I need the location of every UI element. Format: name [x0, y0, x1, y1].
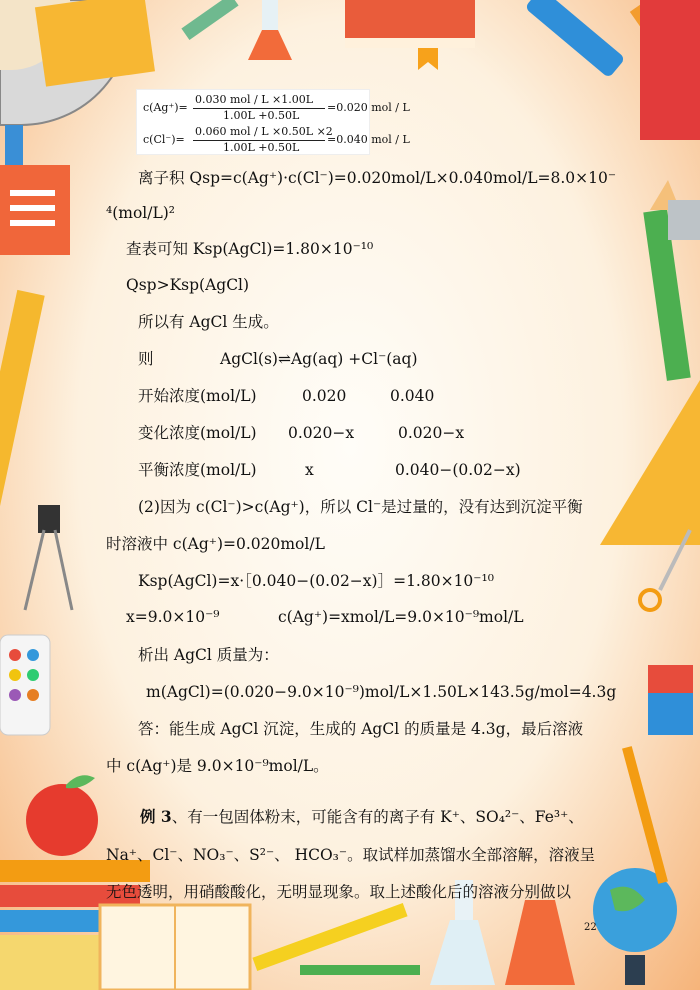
mass-heading-line: 析出 AgCl 质量为：	[138, 646, 279, 664]
equilibrium-equation: AgCl(s)⇌Ag(aq) +Cl⁻(aq)	[220, 350, 418, 368]
book-icon	[345, 0, 475, 70]
page-number: 22	[584, 922, 597, 933]
ag-result-value: c(Ag⁺)=xmol/L=9.0×10⁻⁹mol/L	[278, 608, 524, 626]
answer-line: 答：能生成 AgCl 沉淀，生成的 AgCl 的质量是 4.3g，最后溶液	[138, 720, 584, 738]
conclusion-line: 所以有 AgCl 生成。	[138, 313, 279, 331]
part2-reason-line: (2)因为 c(Cl⁻)>c(Ag⁺)，所以 Cl⁻是过量的，没有达到沉淀平衡	[138, 498, 583, 516]
example-text: 、有一包固体粉末，可能含有的离子有 K⁺、SO₄²⁻、Fe³⁺、	[171, 808, 584, 826]
mass-calculation-line: m(AgCl)=(0.020−9.0×10⁻⁹)mol/L×1.50L×143.5g/mol=4.3g	[146, 683, 617, 701]
left-notebook-icon	[0, 165, 70, 255]
formula-result: =0.020 mol / L	[327, 101, 410, 114]
compass-icon	[25, 505, 72, 610]
formula-numerator: 0.030 mol / L ×1.00L	[195, 93, 314, 106]
flask-icon	[248, 0, 292, 60]
document-page	[100, 85, 617, 945]
initial-ag-value: 0.020	[302, 387, 347, 405]
red-book-icon	[640, 0, 700, 140]
notebook-icon	[35, 0, 155, 87]
answer-continuation-line: 中 c(Ag⁺)是 9.0×10⁻⁹mol/L。	[106, 757, 329, 775]
equilibrium-ag-value: x	[305, 461, 314, 479]
blue-tab-icon	[5, 125, 23, 165]
green-ruler-icon	[300, 965, 420, 975]
apple-icon	[26, 775, 98, 856]
formula-denominator: 1.00L +0.50L	[223, 109, 300, 122]
formula-result: =0.040 mol / L	[327, 133, 410, 146]
globe-icon	[593, 868, 677, 985]
formula-lhs: c(Ag⁺)=	[143, 101, 188, 114]
change-conc-label: 变化浓度(mol/L)	[138, 424, 257, 442]
marker-icon	[525, 0, 626, 78]
example-label: 例 3	[140, 807, 172, 826]
sharpener-icon	[668, 200, 700, 240]
x-value: x=9.0×10⁻⁹	[126, 608, 220, 626]
pen-icon	[181, 0, 238, 40]
change-ag-value: 0.020−x	[288, 424, 355, 442]
paintbrush-icon	[622, 746, 668, 884]
formula-lhs: c(Cl⁻)=	[143, 133, 185, 146]
paint-palette-icon	[0, 635, 50, 735]
eraser-icon	[648, 665, 693, 735]
ion-product-line: 离子积 Qsp=c(Ag⁺)·c(Cl⁻)=0.020mol/L×0.040mol/L=8.0×10⁻	[138, 169, 617, 187]
experiment-line: 无色透明，用硝酸酸化，无明显现象。取上述酸化后的溶液分别做以	[106, 883, 572, 901]
ion-product-unit-line: ⁴(mol/L)²	[106, 204, 176, 222]
formula-denominator: 1.00L +0.50L	[223, 141, 300, 154]
ion-list-line: Na⁺、Cl⁻、NO₃⁻、S²⁻、 HCO₃⁻。取试样加蒸馏水全部溶解，溶液呈	[106, 846, 596, 864]
equilibrium-cl-value: 0.040−(0.02−x)	[395, 461, 521, 479]
triangle-ruler-icon	[600, 380, 700, 545]
concentration-formula-image	[136, 89, 410, 155]
change-cl-value: 0.020−x	[398, 424, 465, 442]
part2-conc-line: 时溶液中 c(Ag⁺)=0.020mol/L	[106, 535, 325, 553]
equilibrium-conc-label: 平衡浓度(mol/L)	[138, 461, 257, 479]
ksp-equation-line: Ksp(AgCl)=x·［0.040−(0.02−x)］=1.80×10⁻¹⁰	[138, 572, 494, 590]
equilibrium-label: 则	[138, 350, 154, 368]
initial-conc-label: 开始浓度(mol/L)	[138, 387, 257, 405]
formula-numerator: 0.060 mol / L ×0.50L ×2	[195, 125, 333, 138]
ksp-lookup-line: 查表可知 Ksp(AgCl)=1.80×10⁻¹⁰	[126, 240, 374, 258]
initial-cl-value: 0.040	[390, 387, 435, 405]
qsp-compare-line: Qsp>Ksp(AgCl)	[126, 276, 250, 294]
example-3-line	[140, 807, 584, 827]
